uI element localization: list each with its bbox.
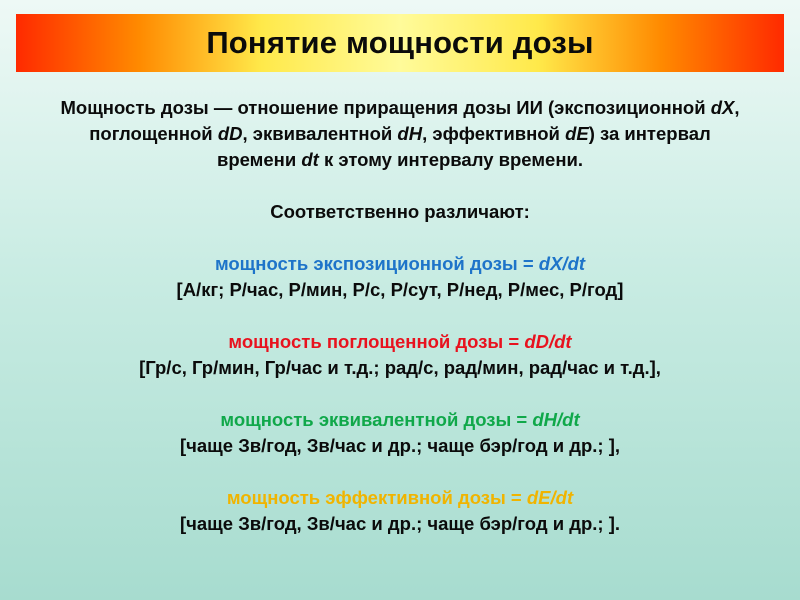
slide-title: Понятие мощности дозы	[206, 25, 594, 60]
slide-content	[10, 95, 790, 537]
equivalent-rate-units: [чаще Зв/год, Зв/час и др.; чаще бэр/год и др.; ],	[179, 435, 621, 456]
title-bar	[16, 14, 784, 72]
definition-line-2	[10, 121, 790, 147]
equivalent-rate-formula: dH/dt	[532, 409, 580, 430]
definition-text: времени	[216, 149, 302, 170]
exposure-rate-line	[10, 251, 790, 277]
symbol-de: dE	[565, 123, 589, 144]
exposure-rate-formula: dX/dt	[538, 253, 586, 274]
definition-text: ,	[734, 97, 740, 118]
distinguish-heading: Соответственно различают:	[270, 201, 530, 222]
definition-line-1	[10, 95, 790, 121]
effective-rate-name: мощность эффективной дозы =	[226, 487, 527, 508]
symbol-dh: dH	[397, 123, 423, 144]
exposure-rate-name: мощность экспозиционной дозы =	[214, 253, 539, 274]
definition-text: ) за интервал	[588, 123, 711, 144]
definition-text: , эквивалентной	[242, 123, 398, 144]
equivalent-rate-line	[10, 407, 790, 433]
effective-rate-units: [чаще Зв/год, Зв/час и др.; чаще бэр/год и др.; ].	[179, 513, 621, 534]
exposure-rate-units: [А/кг; Р/час, Р/мин, Р/с, Р/сут, Р/нед, Р/мес, Р/год]	[176, 279, 624, 300]
symbol-dt: dt	[301, 149, 319, 170]
symbol-dd: dD	[217, 123, 243, 144]
definition-text: , эффективной	[422, 123, 566, 144]
definition-text: поглощенной	[89, 123, 218, 144]
definition-text: Мощность дозы — отношение приращения дозы ИИ (экспозиционной	[60, 97, 711, 118]
effective-rate-formula: dE/dt	[526, 487, 574, 508]
absorbed-rate-name: мощность поглощенной дозы =	[228, 331, 525, 352]
definition-text: к этому интервалу времени.	[318, 149, 584, 170]
absorbed-rate-line	[10, 329, 790, 355]
equivalent-rate-name: мощность эквивалентной дозы =	[220, 409, 533, 430]
absorbed-rate-formula: dD/dt	[524, 331, 572, 352]
effective-rate-line	[10, 485, 790, 511]
definition-line-3	[10, 147, 790, 173]
absorbed-rate-units: [Гр/с, Гр/мин, Гр/час и т.д.; рад/с, рад/мин, рад/час и т.д.],	[139, 357, 661, 378]
symbol-dx: dX	[710, 97, 735, 118]
